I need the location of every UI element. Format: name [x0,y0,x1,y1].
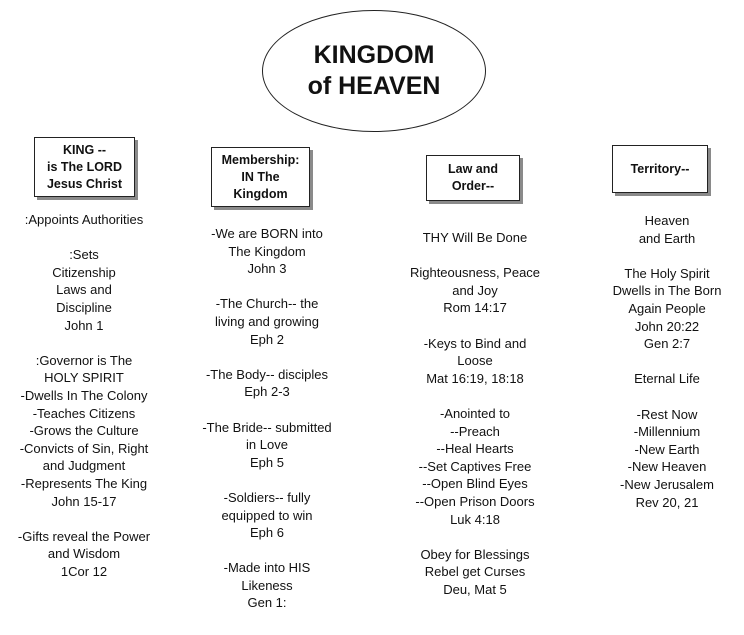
heading-line: Law and [447,162,498,176]
column-line: Likeness [241,577,293,593]
column-line: Rev 20, 21 [635,494,699,510]
column-line: John 3 [247,261,287,277]
column-line: --Heal Hearts [436,441,514,457]
column-line: -New Jerusalem [620,476,714,492]
column-line: -The Church-- the [215,296,319,312]
column-line: HOLY SPIRIT [44,370,124,386]
column-line: Discipline [56,299,112,315]
heading-law [426,155,520,201]
column-line: 1Cor 12 [60,563,108,579]
heading-line: KING -- [62,142,107,157]
heading-line: Jesus Christ [46,176,123,191]
heading-line: Order-- [451,179,495,193]
column-territory-text [590,212,744,511]
column-line: equipped to win [221,507,313,523]
title-line-2: of HEAVEN [307,72,441,100]
title-line-1: KINGDOM [313,41,435,69]
column-line: Mat 16:19, 18:18 [426,370,524,386]
heading-line: Territory-- [630,161,690,176]
column-line: John 20:22 [634,318,700,334]
column-line: -Made into HIS [223,560,311,576]
column-line: Laws and [56,282,112,298]
column-line: --Set Captives Free [418,458,532,474]
column-line: Eph 6 [250,525,284,541]
column-line [182,471,352,489]
heading-line: Kingdom [233,186,288,201]
column-line: -New Earth [634,441,700,457]
column-line [395,387,555,405]
column-line: -We are BORN into [211,226,323,241]
heading-line: Membership: [221,152,300,167]
heading-line: IN The [241,169,280,184]
column-line: Eternal Life [634,371,700,387]
column-line: -The Bride-- submitted [202,419,332,435]
column-line: -Rest Now [636,406,698,422]
column-line [182,348,352,366]
column-line: Rebel get Curses [424,564,526,580]
column-line [182,542,352,560]
column-line [590,353,744,371]
column-line [182,401,352,419]
column-line: Eph 2 [250,331,284,347]
column-line [2,229,166,247]
column-line: Gen 2:7 [643,336,691,352]
column-line: living and growing [214,313,320,329]
column-line: -Convicts of Sin, Right [19,440,149,456]
column-line: Luk 4:18 [450,511,500,527]
column-line: --Preach [450,423,500,439]
column-line: Obey for Blessings [420,546,530,562]
column-membership-text [182,225,352,612]
column-line: -Grows the Culture [29,423,139,439]
column-line: -Keys to Bind and [423,335,527,351]
column-line [2,334,166,352]
column-line: -New Heaven [627,459,707,475]
heading-line: is The LORD [46,159,122,174]
column-line: -Teaches Citizens [32,405,136,421]
column-line: and Earth [638,230,696,246]
column-line: John 1 [64,317,104,333]
column-line [395,317,555,335]
column-line: Loose [457,353,493,369]
heading-territory [612,145,708,193]
column-line: The Kingdom [228,243,306,259]
column-line: and Wisdom [47,546,121,562]
column-line: and Joy [452,282,498,298]
column-line: Deu, Mat 5 [443,581,507,597]
column-law-text [395,229,555,598]
column-line [590,247,744,265]
column-line: :Appoints Authorities [24,212,144,227]
column-line: Dwells in The Born [612,283,722,299]
column-line: The Holy Spirit [624,265,710,281]
column-line: Rom 14:17 [443,300,507,316]
column-line: --Open Blind Eyes [422,476,528,492]
column-line: Eph 5 [250,454,284,470]
column-line: Gen 1: [247,595,287,611]
column-line: Heaven [644,213,690,228]
column-line: :Governor is The [35,352,133,368]
column-line [395,528,555,546]
column-line: Citizenship [52,264,116,280]
column-line: Righteousness, Peace [409,265,541,281]
column-line [182,278,352,296]
column-line: -Gifts reveal the Power [17,528,151,544]
column-line: -Soldiers-- fully [223,489,311,505]
column-line: -Represents The King [20,475,148,491]
column-line: in Love [246,437,288,453]
column-line: and Judgment [42,458,126,474]
column-line: -Dwells In The Colony [20,387,148,403]
column-king-text [2,211,166,580]
column-line: -Anointed to [439,405,511,421]
column-line: -Millennium [633,424,701,440]
column-line: John 15-17 [51,493,117,509]
title-oval [262,10,486,132]
column-line: Eph 2-3 [244,384,290,400]
column-line [2,510,166,528]
column-line: --Open Prison Doors [415,493,535,509]
column-line [395,247,555,265]
heading-membership [211,147,310,207]
column-line: THY Will Be Done [422,230,528,245]
heading-king [34,137,135,197]
column-line: :Sets [69,247,99,263]
column-line [590,388,744,406]
column-line: -The Body-- disciples [205,366,329,382]
column-line: Again People [628,300,706,316]
